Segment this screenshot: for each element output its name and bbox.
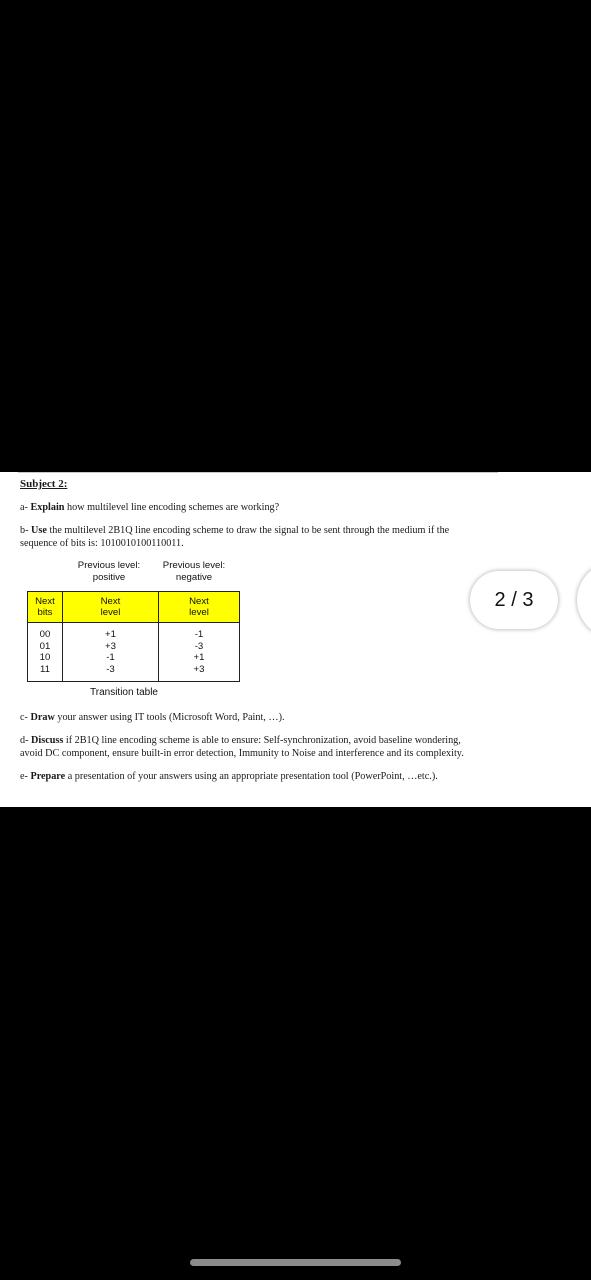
top-rule [18, 472, 498, 473]
home-indicator-bar[interactable] [190, 1259, 401, 1266]
question-e [20, 770, 438, 783]
positive-level-column: +1 +3 -1 -3 [63, 623, 159, 682]
question-c [20, 711, 285, 724]
question-a [20, 501, 279, 514]
subject-heading: Subject 2: [20, 478, 68, 490]
bits-column: 00 01 10 11 [28, 623, 63, 682]
negative-level-column: -1 -3 +1 +3 [159, 623, 240, 682]
question-b [20, 524, 449, 537]
header-next-bits: Next bits [28, 592, 63, 623]
question-d-verb: Discuss [31, 735, 64, 746]
question-d [20, 734, 461, 747]
page-indicator[interactable]: 2 / 3 [470, 571, 558, 629]
prev-level-negative-header: Previous level: negative [162, 560, 226, 583]
question-e-text: a presentation of your answers using an appropriate presentation tool (PowerPoint, …etc.). [67, 771, 438, 782]
question-a-text: how multilevel line encoding schemes are working? [67, 502, 280, 513]
question-c-prefix: c- [20, 712, 28, 723]
question-b-text: the multilevel 2B1Q line encoding scheme to draw the signal to be sent through the medium if the [49, 525, 450, 536]
header-next-level-positive: Next level [63, 592, 159, 623]
document-page [0, 472, 591, 807]
question-e-prefix: e- [20, 771, 28, 782]
question-b-line2: sequence of bits is: 1010010100110011. [20, 538, 184, 549]
question-b-prefix: b- [20, 525, 29, 536]
question-a-prefix: a- [20, 502, 28, 513]
table-row [28, 623, 240, 682]
question-d-line2: avoid DC component, ensure built-in error detection, Immunity to Noise and interference and its complexity. [20, 748, 464, 759]
question-e-verb: Prepare [30, 771, 66, 782]
transition-table [27, 591, 240, 682]
table-header-row [28, 592, 240, 623]
prev-level-positive-header: Previous level: positive [77, 560, 141, 583]
question-d-text: if 2B1Q line encoding scheme is able to ensure: Self-synchronization, avoid baseline wondering, [65, 735, 461, 746]
question-c-text: your answer using IT tools (Microsoft Word, Paint, …). [57, 712, 285, 723]
question-d-prefix: d- [20, 735, 29, 746]
question-b-verb: Use [31, 525, 47, 536]
table-caption: Transition table [90, 687, 158, 698]
question-a-verb: Explain [30, 502, 65, 513]
question-c-verb: Draw [30, 712, 55, 723]
header-next-level-negative: Next level [159, 592, 240, 623]
